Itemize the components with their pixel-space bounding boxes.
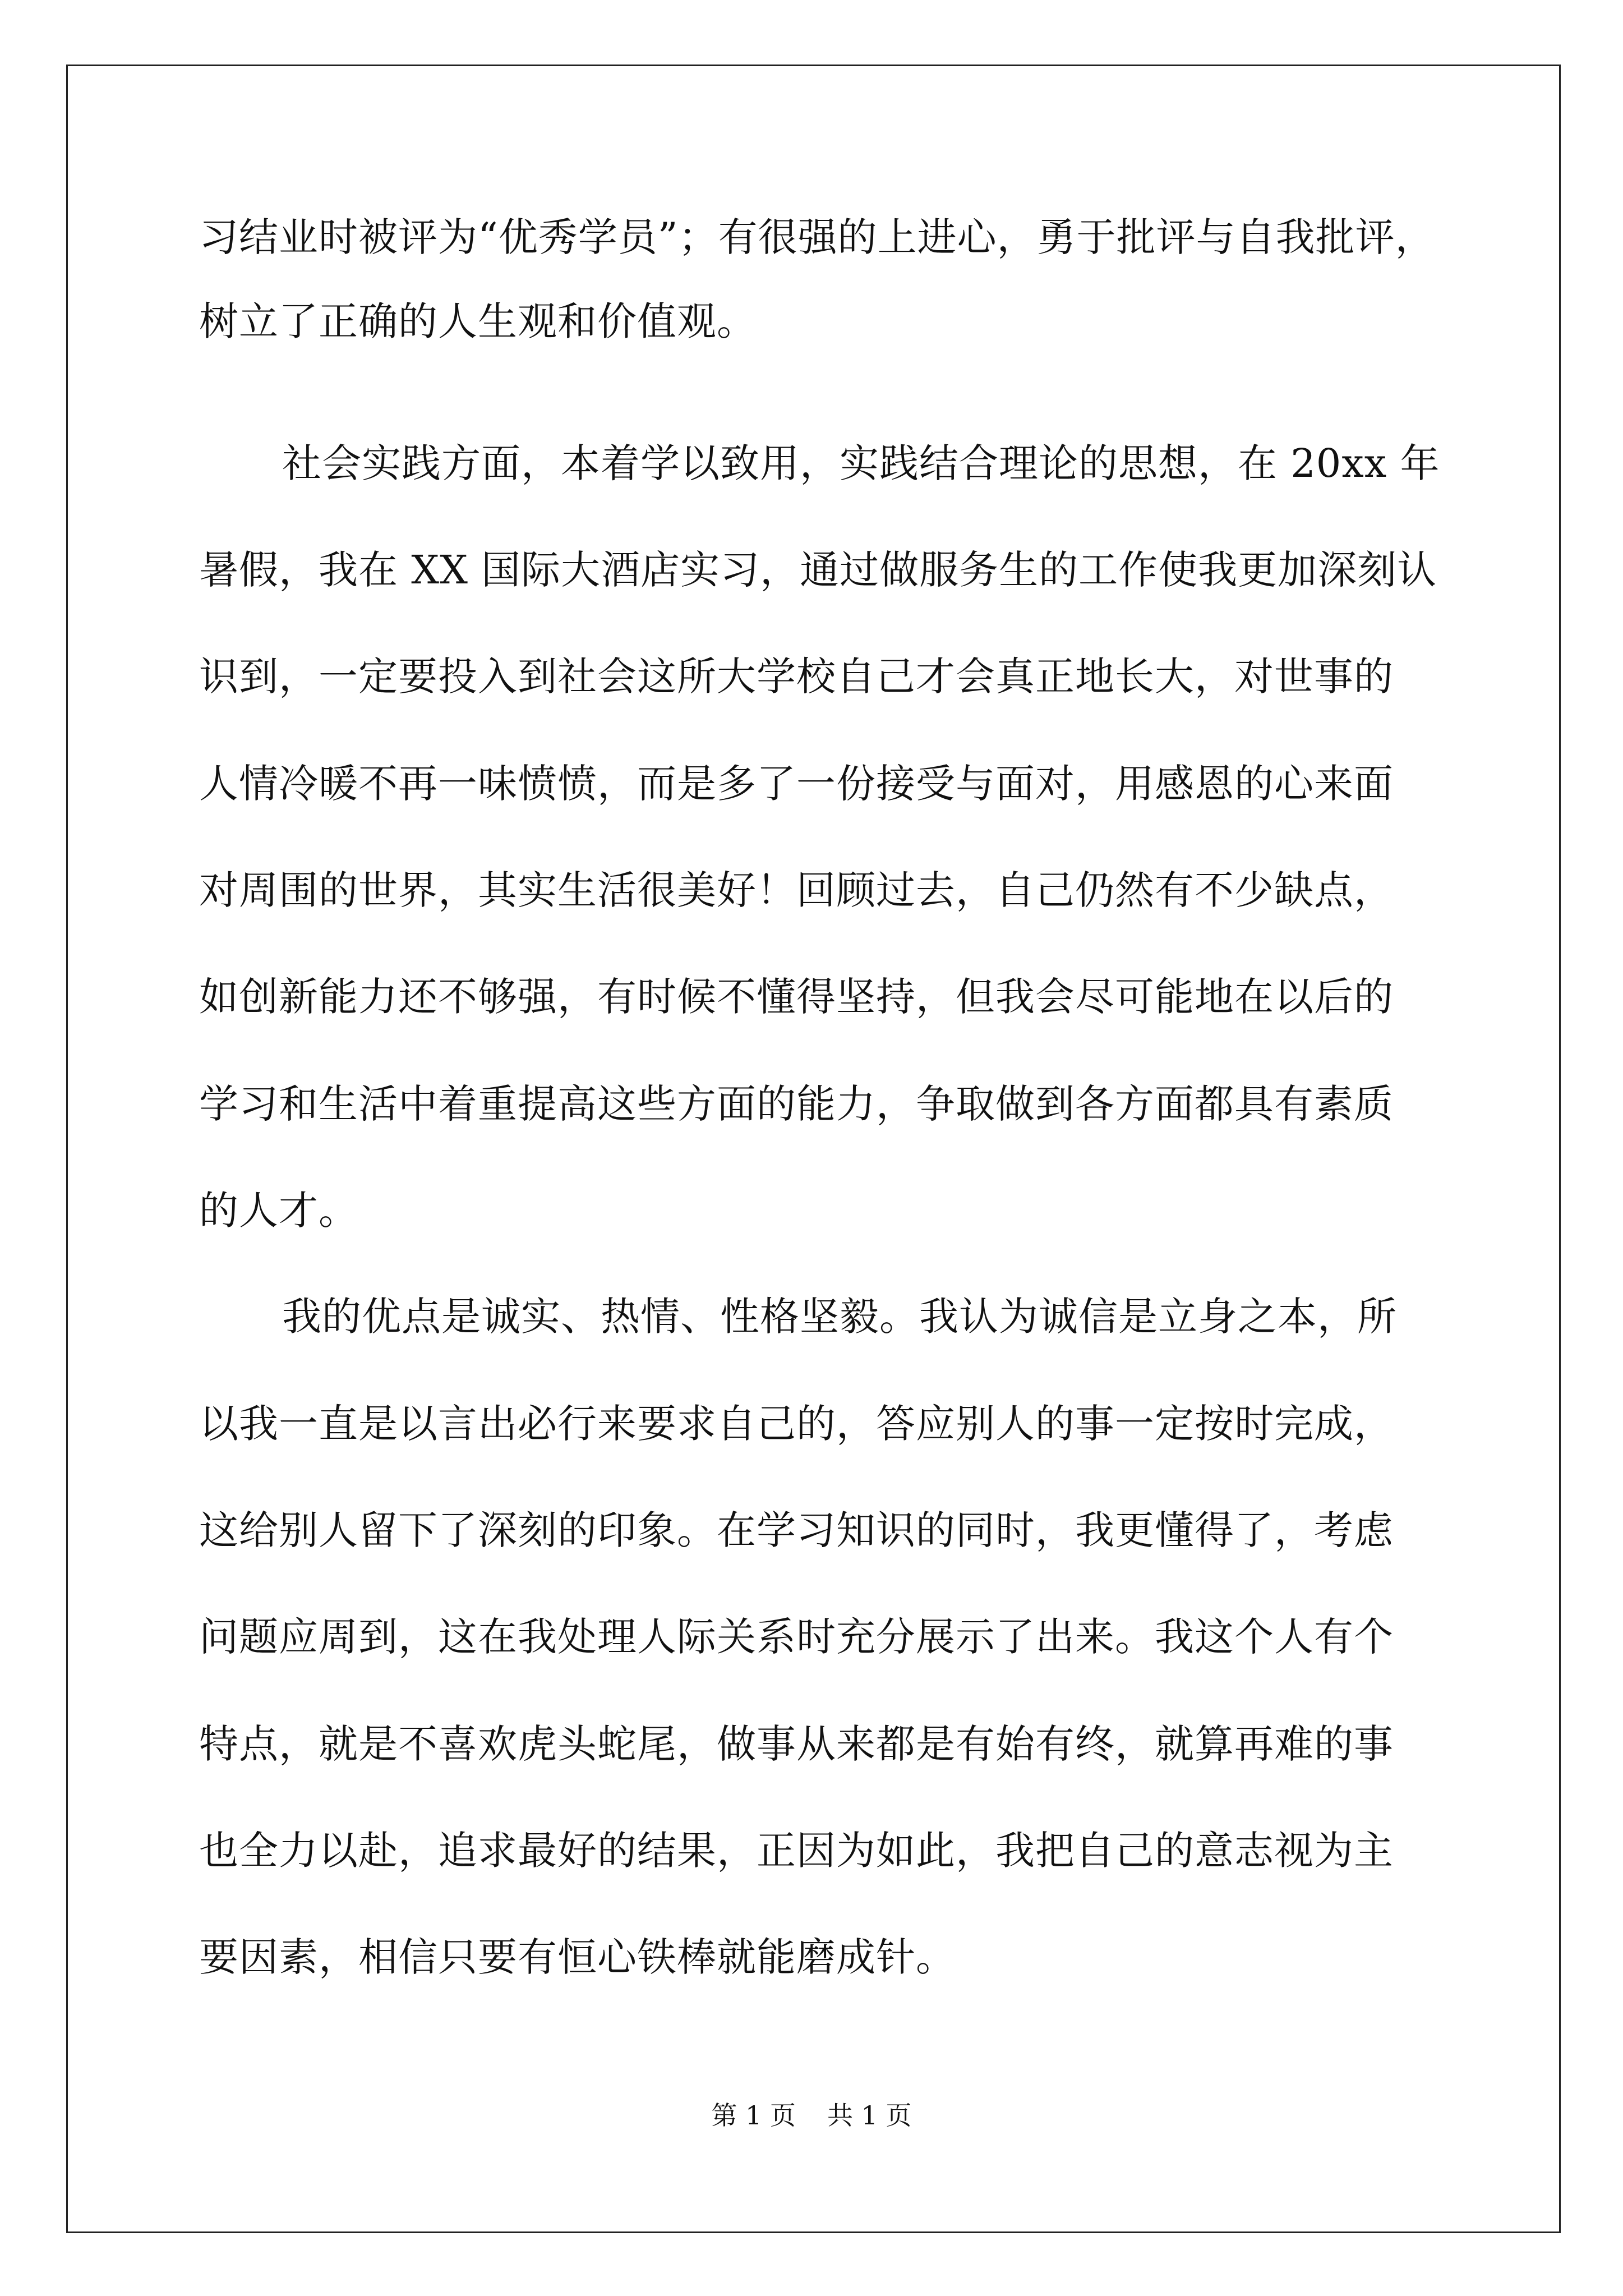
- paragraph-2-line-8: 的人才。: [199, 1188, 358, 1234]
- paragraph-3-line-4: 问题应周到，这在我处理人际关系时充分展示了出来。我这个人有个: [199, 1614, 1394, 1660]
- paragraph-3-line-2: 以我一直是以言出必行来要求自己的，答应别人的事一定按时完成，: [199, 1401, 1394, 1447]
- paragraph-3-line-6: 也全力以赴，追求最好的结果，正因为如此，我把自己的意志视为主: [199, 1828, 1394, 1874]
- paragraph-2-line-2: 暑假，我在 XX 国际大酒店实习，通过做服务生的工作使我更加深刻认: [199, 547, 1437, 593]
- paragraph-3-line-7: 要因素，相信只要有恒心铁棒就能磨成针。: [199, 1934, 956, 1980]
- paragraph-1-line-2: 树立了正确的人生观和价值观。: [199, 298, 757, 344]
- paragraph-2-line-1: 社会实践方面，本着学以致用，实践结合理论的思想，在 20xx 年: [282, 440, 1440, 486]
- paragraph-3-line-3: 这给别人留下了深刻的印象。在学习知识的同时，我更懂得了，考虑: [199, 1507, 1394, 1553]
- paragraph-2-line-5: 对周围的世界，其实生活很美好！回顾过去，自己仍然有不少缺点，: [199, 867, 1394, 913]
- paragraph-2-line-4: 人情冷暖不再一味愤愤，而是多了一份接受与面对，用感恩的心来面: [199, 761, 1394, 807]
- paragraph-2-line-7: 学习和生活中着重提高这些方面的能力，争取做到各方面都具有素质: [199, 1081, 1394, 1127]
- page-total: 共 1 页: [827, 2100, 912, 2131]
- paragraph-2-line-3: 识到，一定要投入到社会这所大学校自己才会真正地长大，对世事的: [199, 654, 1394, 700]
- page-border: [66, 65, 1561, 2233]
- paragraph-1-line-1: 习结业时被评为“优秀学员”；有很强的上进心，勇于批评与自我批评，: [199, 214, 1435, 260]
- page-footer: [0, 2100, 1623, 2131]
- page-number: 第 1 页: [711, 2100, 796, 2131]
- paragraph-3-line-1: 我的优点是诚实、热情、性格坚毅。我认为诚信是立身之本，所: [282, 1294, 1397, 1340]
- paragraph-3-line-5: 特点，就是不喜欢虎头蛇尾，做事从来都是有始有终，就算再难的事: [199, 1721, 1394, 1767]
- paragraph-2-line-6: 如创新能力还不够强，有时候不懂得坚持，但我会尽可能地在以后的: [199, 974, 1394, 1020]
